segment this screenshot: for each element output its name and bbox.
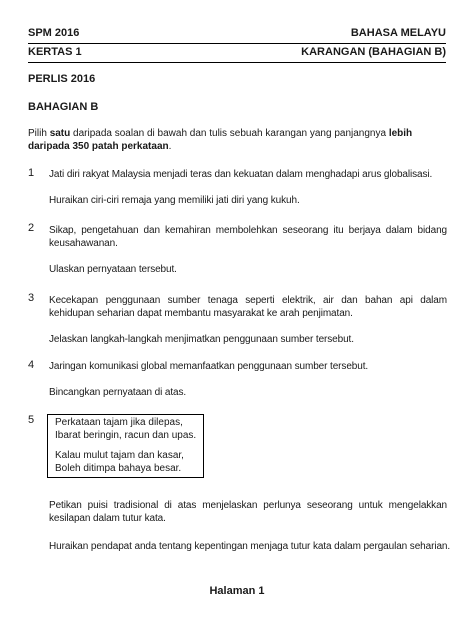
page-number: Halaman 1 (209, 585, 265, 597)
question-instruction: Ulaskan pernyataan tersebut. (49, 264, 177, 275)
subject-title: BAHASA MELAYU (350, 27, 446, 39)
question-instruction: Bincangkan pernyataan di atas. (49, 387, 187, 398)
instructions-text: Pilih (28, 128, 50, 139)
header-divider (28, 43, 446, 44)
question-statement: Jati diri rakyat Malaysia menjadi teras dan kekuatan dalam menghadapi arus globalisasi. (49, 169, 433, 180)
question-statement: Kecekapan penggunaan sumber tenaga seperti elektrik, air dan bahan api dalam kehidupan seharian dapat membantu masyarakat ke arah penjimatan. (49, 295, 447, 319)
instructions-emphasis: lebih daripada 350 patah perkataan (28, 128, 413, 152)
question-instruction: Huraikan ciri-ciri remaja yang memiliki jati diri yang kukuh. (49, 195, 300, 206)
question-number: 5 (28, 414, 35, 426)
instructions-text: . (168, 141, 172, 152)
poem-line: Perkataan tajam jika dilepas, (55, 417, 183, 428)
section-heading: BAHAGIAN B (28, 101, 99, 113)
paper-label: KERTAS 1 (28, 46, 82, 58)
instructions (28, 127, 448, 153)
question-number: 1 (28, 167, 35, 179)
question-number: 4 (28, 359, 35, 371)
question-statement: Jaringan komunikasi global memanfaatkan penggunaan sumber tersebut. (49, 361, 369, 372)
poem-line: Kalau mulut tajam dan kasar, (55, 450, 184, 461)
poem-line: Boleh ditimpa bahaya besar. (55, 463, 182, 474)
instructions-emphasis: satu (49, 128, 71, 139)
state-heading: PERLIS 2016 (28, 73, 96, 85)
part-label: KARANGAN (BAHAGIAN B) (301, 46, 446, 58)
question-instruction: Jelaskan langkah-langkah menjimatkan penggunaan sumber tersebut. (49, 334, 354, 345)
question-instruction: Huraikan pendapat anda tentang kepentingan menjaga tutur kata dalam pergaulan seharian. (49, 541, 451, 552)
question-statement: Petikan puisi tradisional di atas menjelaskan perlunya seseorang untuk mengelakkan kesilapan dalam tutur kata. (49, 500, 447, 524)
header-divider (28, 62, 446, 63)
poem-box (47, 414, 204, 478)
exam-title: SPM 2016 (28, 27, 80, 39)
instructions-text: daripada soalan di bawah dan tulis sebuah karangan yang panjangnya (70, 128, 389, 139)
question-number: 3 (28, 292, 35, 304)
poem-line: Ibarat beringin, racun dan upas. (55, 430, 197, 441)
question-number: 2 (28, 222, 35, 234)
question-statement: Sikap, pengetahuan dan kemahiran membolehkan seseorang itu berjaya dalam bidang keusahawanan. (49, 225, 447, 249)
